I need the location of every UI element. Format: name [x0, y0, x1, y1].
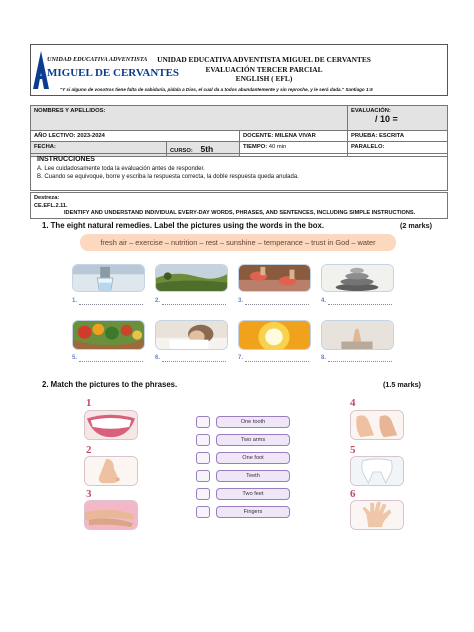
label-1[interactable]	[72, 298, 77, 304]
answer-box-4[interactable]	[196, 470, 210, 482]
label-2-number: 2.	[155, 298, 161, 304]
tooth-image-icon	[351, 457, 403, 485]
label-6[interactable]	[155, 355, 160, 361]
label-2[interactable]	[155, 298, 160, 304]
match-picture-4-two-feet	[350, 410, 404, 440]
phrase-text-5: Two feet	[216, 488, 290, 500]
phrase-two-feet[interactable]	[196, 488, 296, 500]
running-image-icon	[239, 265, 310, 291]
label-4-number: 4.	[321, 298, 327, 304]
phrase-fingers[interactable]	[196, 506, 296, 518]
picture-6-rest	[155, 320, 228, 350]
time-value: 40 min	[268, 144, 287, 150]
match-number-1: 1	[86, 397, 92, 409]
match-picture-6-fingers	[350, 500, 404, 530]
match-picture-1-teeth	[84, 410, 138, 440]
label-8-number: 8.	[321, 355, 327, 361]
parallel-label: PARALELO:	[351, 144, 385, 150]
logo-line2: MIGUEL DE CERVANTES	[47, 67, 180, 79]
evaluation-cell	[348, 106, 448, 131]
phrase-text-2: Two arms	[216, 434, 290, 446]
picture-5-nutrition	[72, 320, 145, 350]
label-5[interactable]	[72, 355, 77, 361]
arms-image-icon	[85, 501, 137, 529]
answer-box-2[interactable]	[196, 434, 210, 446]
logo-line1: UNIDAD EDUCATIVA ADVENTISTA	[47, 56, 148, 63]
date-label: FECHA:	[34, 144, 56, 150]
phrase-text-1: One tooth	[216, 416, 290, 428]
teacher-cell: DOCENTE: MILENA VIVAR	[240, 131, 348, 142]
phrase-teeth[interactable]	[196, 470, 296, 482]
phrase-one-foot[interactable]	[196, 452, 296, 464]
label-4[interactable]	[321, 298, 326, 304]
match-number-6: 6	[350, 488, 356, 500]
match-picture-2-one-foot	[84, 456, 138, 486]
stones-image-icon	[322, 265, 393, 291]
time-label: TIEMPO:	[243, 144, 268, 150]
phrase-text-6: Fingers	[216, 506, 290, 518]
test-type-cell: PRUEBA: ESCRITA	[348, 131, 448, 142]
destreza-skill: IDENTIFY AND UNDERSTAND INDIVIDUAL EVERY-DAY WORDS, PHRASES, AND SENTENCES, INCLUDING SIMPLE INSTRUCTIONS.	[64, 210, 416, 217]
question1-marks: (2 marks)	[400, 221, 432, 230]
match-picture-3-two-arms	[84, 500, 138, 530]
phrase-text-3: One foot	[216, 452, 290, 464]
picture-2-fresh-air	[155, 264, 228, 292]
instructions-title: INSTRUCCIONES	[37, 156, 95, 163]
picture-7-sunshine	[238, 320, 311, 350]
sleeping-image-icon	[156, 321, 227, 349]
phrase-text-4: Teeth	[216, 470, 290, 482]
question1-text: 1. The eight natural remedies. Label the pictures using the words in the box.	[42, 221, 325, 230]
title-block	[149, 55, 379, 84]
answer-box-5[interactable]	[196, 488, 210, 500]
evaluation-label: EVALUACIÓN:	[351, 108, 391, 114]
landscape-image-icon	[156, 265, 227, 291]
picture-3-exercise	[238, 264, 311, 292]
course-value: 5th	[200, 144, 214, 154]
picture-4-temperance	[321, 264, 394, 292]
match-number-4: 4	[350, 397, 356, 409]
water-image-icon	[73, 265, 144, 291]
names-label: NOMBRES Y APELLIDOS:	[34, 108, 106, 114]
word-box: fresh air – exercise – nutrition – rest – sunshine – temperance – trust in God – water	[80, 234, 396, 251]
smile-image-icon	[85, 411, 137, 439]
instructions-box	[30, 153, 448, 191]
destreza-code: CE.EFL.2.11.	[34, 202, 68, 209]
instruction-b: B. Cuando se equivoque, borre y escriba la respuesta correcta, la doble respuesta queda anulada.	[37, 174, 299, 181]
picture-8-trust-in-god	[321, 320, 394, 350]
praying-image-icon	[322, 321, 393, 349]
match-number-3: 3	[86, 488, 92, 500]
course-label: CURSO:	[170, 148, 193, 154]
bible-quote: "Y si alguno de vosotros tiene falta de sabiduría, pídala a Dios, el cual da a todos abundantemente y sin reproche, y le será dada." Santiago 1:5	[60, 87, 373, 92]
school-name: UNIDAD EDUCATIVA ADVENTISTA MIGUEL DE CERVANTES	[157, 55, 371, 64]
answer-box-3[interactable]	[196, 452, 210, 464]
feet-image-icon	[351, 411, 403, 439]
match-number-2: 2	[86, 444, 92, 456]
phrase-two-arms[interactable]	[196, 434, 296, 446]
label-3-number: 3.	[238, 298, 244, 304]
question2-marks: (1.5 marks)	[383, 380, 421, 389]
year-cell: AÑO LECTIVO: 2023-2024	[31, 131, 240, 142]
answer-box-6[interactable]	[196, 506, 210, 518]
destreza-label: Destreza:	[34, 195, 60, 201]
instruction-a: A. Lee cuidadosamente toda la evaluación antes de responder.	[37, 166, 205, 172]
label-1-number: 1.	[72, 298, 78, 304]
label-7[interactable]	[238, 355, 243, 361]
phrase-one-tooth[interactable]	[196, 416, 296, 428]
foot-image-icon	[85, 457, 137, 485]
label-7-number: 7.	[238, 355, 244, 361]
match-picture-5-one-tooth	[350, 456, 404, 486]
subject: ENGLISH ( EFL)	[235, 74, 293, 83]
score-field[interactable]: / 10 =	[375, 114, 398, 124]
match-number-5: 5	[350, 444, 356, 456]
answer-box-1[interactable]	[196, 416, 210, 428]
question2-text: 2. Match the pictures to the phrases.	[42, 380, 178, 389]
label-3[interactable]	[238, 298, 243, 304]
label-8[interactable]	[321, 355, 326, 361]
picture-1-water	[72, 264, 145, 292]
names-field[interactable]	[31, 106, 348, 131]
exam-title: EVALUACIÓN TERCER PARCIAL	[205, 64, 323, 74]
student-info-table	[30, 105, 448, 157]
label-5-number: 5.	[72, 355, 78, 361]
label-6-number: 6.	[155, 355, 161, 361]
hand-image-icon	[351, 501, 403, 529]
vegetables-image-icon	[73, 321, 144, 349]
sun-image-icon	[239, 321, 310, 349]
destreza-box	[30, 192, 448, 219]
